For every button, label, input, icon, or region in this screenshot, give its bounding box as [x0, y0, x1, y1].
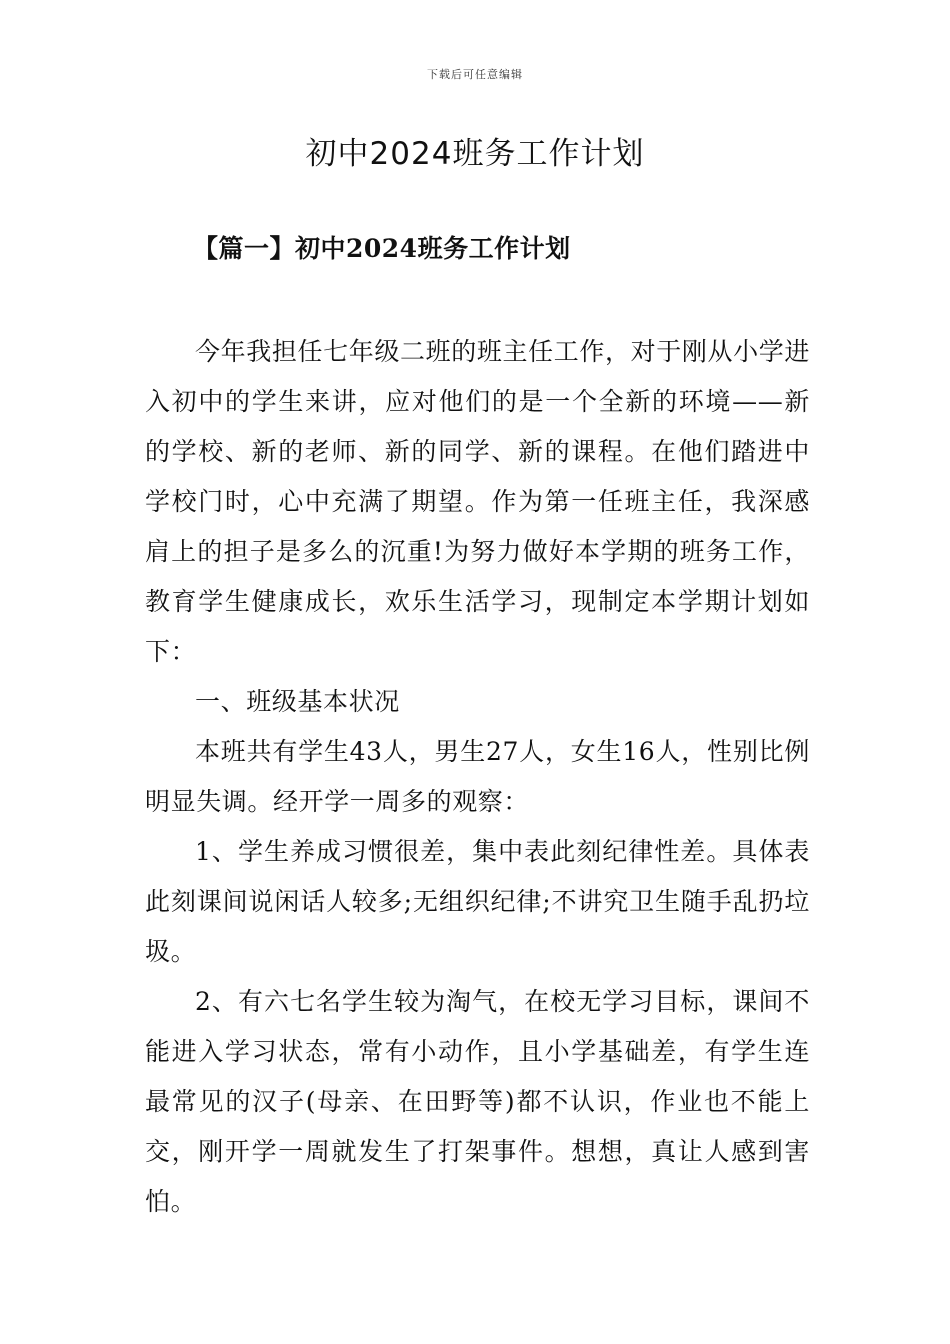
paragraph-intro: 今年我担任七年级二班的班主任工作，对于刚从小学进入初中的学生来讲，应对他们的是一个全新的环境——新的学校、新的老师、新的同学、新的课程。在他们踏进中学校门时，心中充满了期望。作为第一任班主任，我深感肩上的担子是多么的沉重!为努力做好本学期的班务工作，教育学生健康成长，欢乐生活学习，现制定本学期计划如下： [145, 337, 810, 666]
paragraph-point-one: 1、学生养成习惯很差，集中表此刻纪律性差。具体表此刻课间说闲话人较多;无组织纪律;不讲究卫生随手乱扔垃圾。 [145, 837, 810, 966]
section-heading: 【篇一】初中2024班务工作计划 [193, 234, 571, 263]
paragraph-class-stats: 本班共有学生43人，男生27人，女生16人，性别比例明显失调。经开学一周多的观察： [145, 737, 810, 816]
paragraph-point-two: 2、有六七名学生较为淘气，在校无学习目标，课间不能进入学习状态，常有小动作，且小学基础差，有学生连最常见的汉子(母亲、在田野等)都不认识，作业也不能上交，刚开学一周就发生了打架事件。想想，真让人感到害怕。 [145, 987, 810, 1216]
header-note: 下载后可任意编辑 [427, 68, 523, 81]
paragraph-section-one-heading: 一、班级基本状况 [195, 687, 400, 716]
document-body [145, 327, 810, 1227]
document-title: 初中2024班务工作计划 [305, 136, 645, 172]
